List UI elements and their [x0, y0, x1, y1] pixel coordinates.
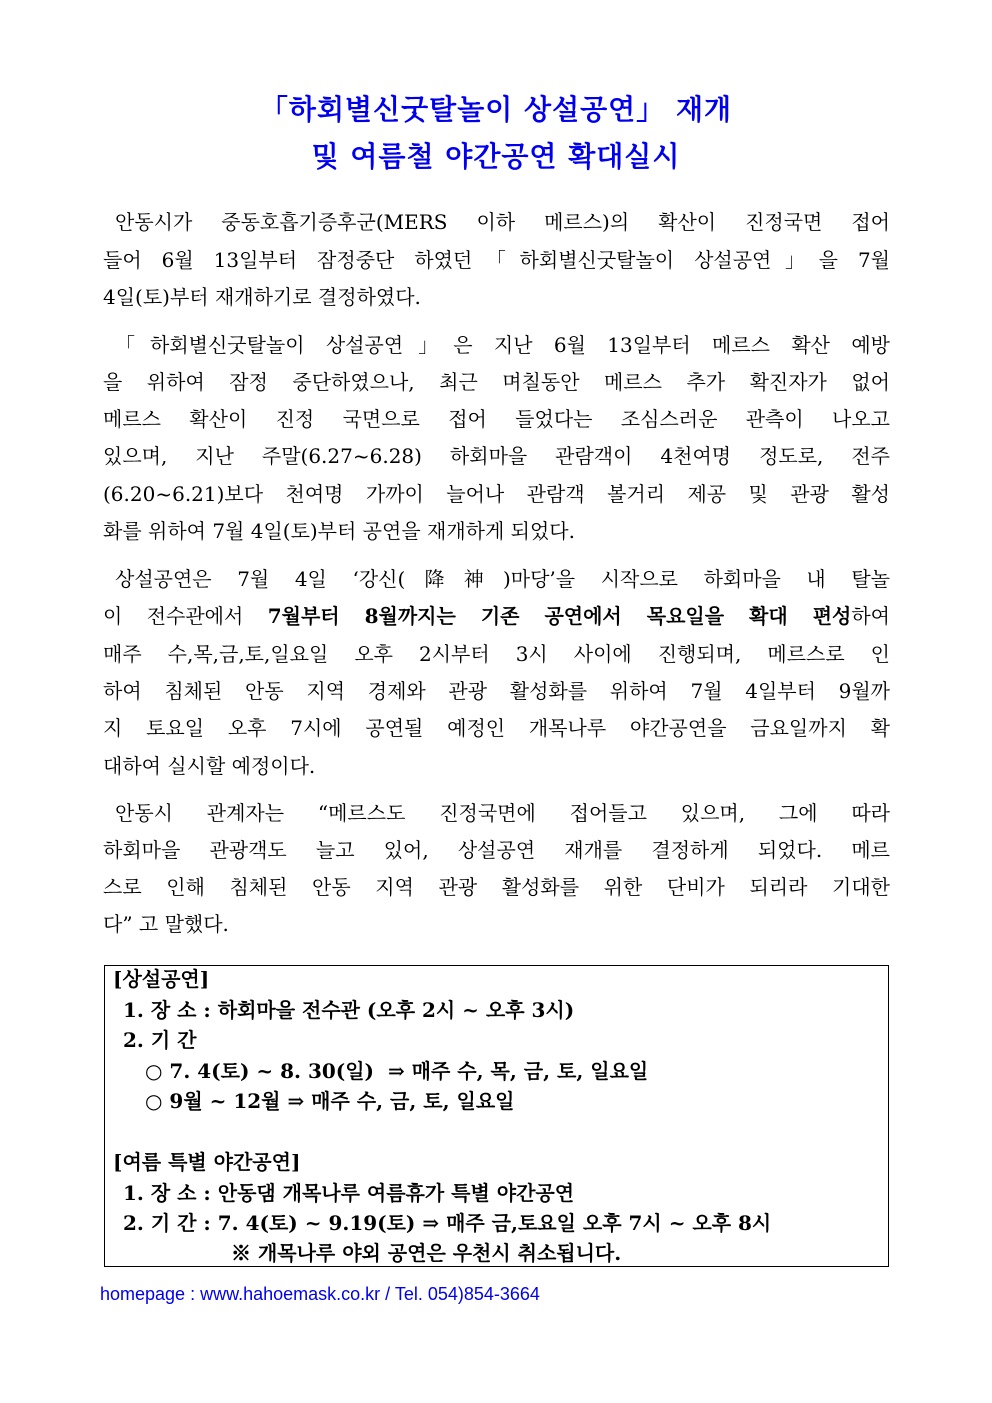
schedule-box: [104, 965, 889, 1267]
body-line: 하여 침체된 안동 지역 경제와 관광 활성화를 위하여 7월 4일부터 9월까: [103, 679, 890, 703]
body-line: 스로 인해 침체된 안동 지역 관광 활성화를 위한 단비가 되리라 기대한: [103, 875, 890, 899]
text-segment: 하여: [851, 604, 890, 628]
body-line: 매주 수,목,금,토,일요일 오후 2시부터 3시 사이에 진행되며, 메르스로 인: [103, 642, 890, 666]
body-line: [103, 603, 890, 629]
regular-place: 1. 장 소 : 하회마을 전수관 (오후 2시 ~ 오후 3시): [123, 998, 575, 1022]
body-line: (6.20~6.21)보다 천여명 가까이 늘어나 관람객 볼거리 제공 및 관광 활성: [103, 482, 890, 506]
regular-header: [상설공연]: [113, 967, 210, 991]
body-line: 「하회별신굿탈놀이 상설공연」은 지난 6월 13일부터 메르스 확산 예방: [115, 333, 890, 357]
title-line-2: 및 여름철 야간공연 확대실시: [311, 140, 681, 173]
night-place: 1. 장 소 : 안동댐 개목나루 여름휴가 특별 야간공연: [123, 1181, 575, 1205]
body-line: 메르스 확산이 진정 국면으로 접어 들었다는 조심스러운 관측이 나오고: [103, 407, 890, 431]
night-header: [여름 특별 야간공연]: [113, 1150, 301, 1174]
body-line: 대하여 실시할 예정이다.: [103, 754, 316, 778]
night-note: ※ 개목나루 야외 공연은 우천시 취소됩니다.: [231, 1241, 622, 1265]
body-line: 지 토요일 오후 7시에 공연될 예정인 개목나루 야간공연을 금요일까지 확: [103, 716, 890, 740]
text-segment: 이 전수관에서: [103, 604, 268, 628]
title-line-1: 「하회별신굿탈놀이 상설공연」 재개: [259, 93, 733, 126]
body-line: 다” 고 말했다.: [103, 912, 229, 936]
body-line: 있으며, 지난 주말(6.27~6.28) 하회마을 관람객이 4천여명 정도로, 전주: [103, 444, 890, 468]
regular-period: 2. 기 간: [123, 1028, 197, 1052]
regular-period-item: ○ 9월 ~ 12월 ⇒ 매주 수, 금, 토, 일요일: [145, 1089, 515, 1113]
contact-footer: homepage : www.hahoemask.co.kr / Tel. 054)854-3664: [100, 1284, 540, 1304]
regular-period-item: ○ 7. 4(토) ~ 8. 30(일) ⇒ 매주 수, 목, 금, 토, 일요일: [145, 1059, 649, 1083]
body-line: 을 위하여 잠정 중단하였으나, 최근 며칠동안 메르스 추가 확진자가 없어: [103, 370, 890, 394]
body-line: 화를 위하여 7월 4일(토)부터 공연을 재개하게 되었다.: [103, 519, 575, 543]
body-line: 하회마을 관광객도 늘고 있어, 상설공연 재개를 결정하게 되었다. 메르: [103, 838, 890, 862]
bold-highlight: 7월부터 8월까지는 기존 공연에서 목요일을 확대 편성: [267, 604, 852, 628]
body-line: 들어 6월 13일부터 잠정중단 하였던「하회별신굿탈놀이 상설공연」을 7월: [103, 248, 890, 272]
body-line: 안동시가 중동호흡기증후군(MERS 이하 메르스)의 확산이 진정국면 접어: [115, 210, 890, 234]
body-line: 상설공연은 7월 4일 ‘강신(降神)마당’을 시작으로 하회마을 내 탈놀: [115, 567, 890, 591]
night-period: 2. 기 간 : 7. 4(토) ~ 9.19(토) ⇒ 매주 금,토요일 오후 7시 ~ 오후 8시: [123, 1211, 772, 1235]
body-line: 4일(토)부터 재개하기로 결정하였다.: [103, 285, 421, 309]
body-line: 안동시 관계자는 “메르스도 진정국면에 접어들고 있으며, 그에 따라: [115, 801, 890, 825]
